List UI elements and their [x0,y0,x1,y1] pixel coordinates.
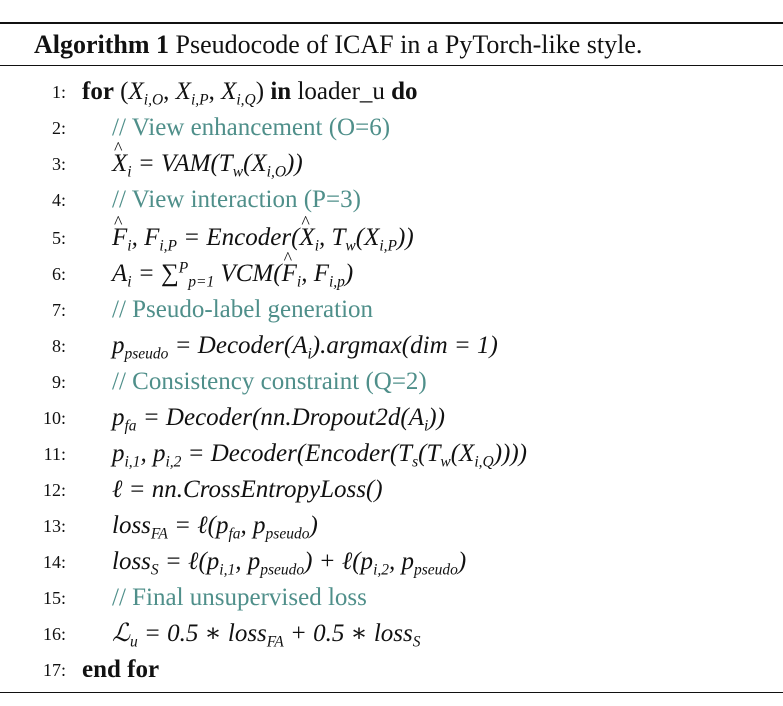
line-number: 12: [42,480,66,500]
line-content: ^ $F_i$, $F_{i,P}$ = Encoder(^ $X_i$, $T_w(X_{i,P})$) [112,220,414,256]
line-number: 15: [42,588,66,608]
line-number: 5: [51,228,66,248]
comment: // Final unsupervised loss [112,584,367,611]
code-line-3 [0,146,783,182]
caption-text: Pseudocode of ICAF in a PyTorch-like style. [175,30,643,59]
line-number: 2: [51,118,66,138]
line-number: 4: [51,190,66,210]
code-line-13 [0,508,783,544]
code-line-11 [0,436,783,472]
comment: // Consistency constraint (Q=2) [112,368,427,395]
line-number: 17: [42,660,66,680]
line-content: ℒ$_u$ = 0.5 ∗ loss$_{FA}$ + 0.5 ∗ loss$_S$ [112,620,421,651]
caption-label: Algorithm 1 [34,30,170,59]
line-number: 6: [51,264,66,284]
line-content: $A_i = \sum^P_{p=1}$ VCM(^ $F_i$, $F_{i,p}$) [112,256,353,292]
code-line-6 [0,256,783,292]
line-number: 10: [42,408,66,428]
code-line-17 [0,652,783,688]
line-number: 16: [42,624,66,644]
line-content: ^ $X_i = VAM(T_w(X_{i,O}))$ [112,146,303,182]
code-line-1 [0,74,783,110]
line-content: loss$_{FA}$ = $\ell(p_{fa}$, $p_{pseudo}$) [112,512,318,543]
algorithm-caption [34,28,642,62]
code-line-7 [0,292,783,328]
line-number: 13: [42,516,66,536]
line-number: 7: [51,300,66,320]
line-content: loss$_S$ = $\ell(p_{i,1}$, $p_{pseudo}$) + $\ell(p_{i,2}$, $p_{pseudo}$) [112,548,467,579]
code-line-14 [0,544,783,580]
bottom-rule [0,692,783,693]
line-content: $p_{fa}$ = $Decoder(nn.Dropout2d(A_i))$ [112,404,445,435]
code-line-8 [0,328,783,364]
line-content: ℓ = nn.CrossEntropyLoss() [112,476,383,503]
comment: // Pseudo-label generation [112,296,374,323]
line-content: for ($X_{i,O}$, $X_{i,P}$, $X_{i,Q}$) in loader_u do [82,78,418,109]
line-number: 8: [51,336,66,356]
code-line-15 [0,580,783,616]
line-number: 14: [42,552,66,572]
code-line-12 [0,472,783,508]
comment: // View enhancement (O=6) [112,114,391,141]
line-number: 11: [43,444,66,464]
code-line-16 [0,616,783,652]
code-line-10 [0,400,783,436]
line-number: 9: [51,372,66,392]
line-content: end for [82,656,160,683]
line-content: $p_{pseudo}$ = $Decoder(A_i).argmax(dim = 1)$ [112,332,498,363]
line-content: $p_{i,1}$, $p_{i,2}$ = $Decoder(Encoder(T_s(T_w(X_{i,Q}))))$ [112,440,527,471]
code-line-9 [0,364,783,400]
code-line-5 [0,220,783,256]
line-number: 1: [51,82,66,102]
caption-rule [0,65,783,66]
line-number: 3: [51,154,66,174]
top-rule [0,22,783,24]
comment: // View interaction (P=3) [112,186,361,213]
